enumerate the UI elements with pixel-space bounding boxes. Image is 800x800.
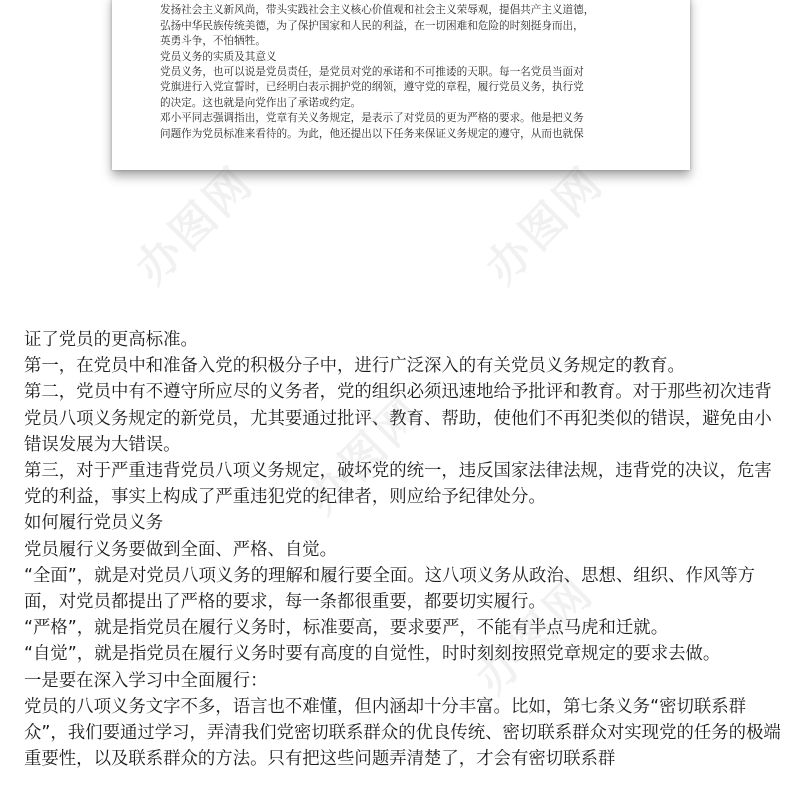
paragraph: 一是要在深入学习中全面履行： bbox=[24, 670, 268, 691]
paragraph: “全面”，就是对党员八项义务的理解和履行要全面。这八项义务从政治、思想、组织、作风等方面，对党员都提出了严格的要求，每一条都很重要，都要切实履行。 bbox=[24, 565, 756, 613]
slide-line: 英勇斗争，不怕牺牲。 bbox=[160, 35, 266, 48]
paragraph: 党员的八项义务文字不多，语言也不难懂，但内涵却十分丰富。比如，第七条义务“密切联系群众”，我们要通过学习，弄清我们党密切联系群众的优良传统、密切联系群众对实现党的任务的极端重要性，以及联系群众的方法。只有把这些问题弄清楚了，才会有密切联系群 bbox=[24, 696, 781, 770]
slide-text bbox=[160, 0, 660, 142]
slide-heading: 党员义务的实质及其意义 bbox=[160, 50, 277, 63]
slide-line: 问题作为党员标准来看待的。为此，他还提出以下任务来保证义务规定的遵守，从而也就保 bbox=[160, 127, 584, 140]
paragraph: 第三，对于严重违背党员八项义务规定，破坏党的统一，违反国家法律法规，违背党的决议，危害党的利益，事实上构成了严重违犯党的纪律者，则应给予纪律处分。 bbox=[24, 461, 772, 508]
document-body bbox=[24, 327, 784, 772]
watermark: 办图网 bbox=[466, 566, 605, 705]
slide-line: 党员义务，也可以说是党员责任，是党员对党的承诺和不可推诿的天职。每一名党员当面对 bbox=[160, 66, 584, 79]
slide-line: 弘扬中华民族传统美德，为了保护国家和人民的利益，在一切困难和危险的时刻挺身而出， bbox=[160, 19, 584, 32]
slide-line: 发扬社会主义新风尚，带头实践社会主义核心价值观和社会主义荣辱观，提倡共产主义道德， bbox=[160, 4, 595, 17]
section-heading: 如何履行党员义务 bbox=[24, 513, 164, 534]
paragraph: 第一，在党员中和准备入党的积极分子中，进行广泛深入的有关党员义务规定的教育。 bbox=[24, 356, 685, 377]
watermark: 办图网 bbox=[126, 156, 265, 295]
watermark: 办图网 bbox=[296, 386, 435, 525]
paragraph: “严格”，就是指党员在履行义务时，标准要高，要求要严，不能有半点马虎和迁就。 bbox=[24, 618, 669, 639]
slide-line: 的决定。这也就是向党作出了承诺或约定。 bbox=[160, 96, 362, 109]
paragraph: 第二，党员中有不遵守所应尽的义务者，党的组织必须迅速地给予批评和教育。对于那些初次违背党员八项义务规定的新党员，尤其要通过批评、教育、帮助，使他们不再犯类似的错误，避免由小错误发展为大错误。 bbox=[24, 382, 772, 455]
slide-line: 党旗进行入党宣誓时，已经明白表示拥护党的纲领，遵守党的章程，履行党员义务，执行党 bbox=[160, 81, 584, 94]
slide-card bbox=[112, 0, 690, 170]
watermark: 办图网 bbox=[476, 156, 615, 295]
paragraph: 证了党员的更高标准。 bbox=[24, 330, 198, 350]
paragraph: “自觉”，就是指党员在履行义务时要有高度的自觉性，时时刻刻按照党章规定的要求去做。 bbox=[24, 644, 721, 665]
slide-line: 邓小平同志强调指出，党章有关义务规定，是表示了对党员的更为严格的要求。他是把义务 bbox=[160, 112, 584, 125]
paragraph: 党员履行义务要做到全面、严格、自觉。 bbox=[24, 539, 338, 560]
